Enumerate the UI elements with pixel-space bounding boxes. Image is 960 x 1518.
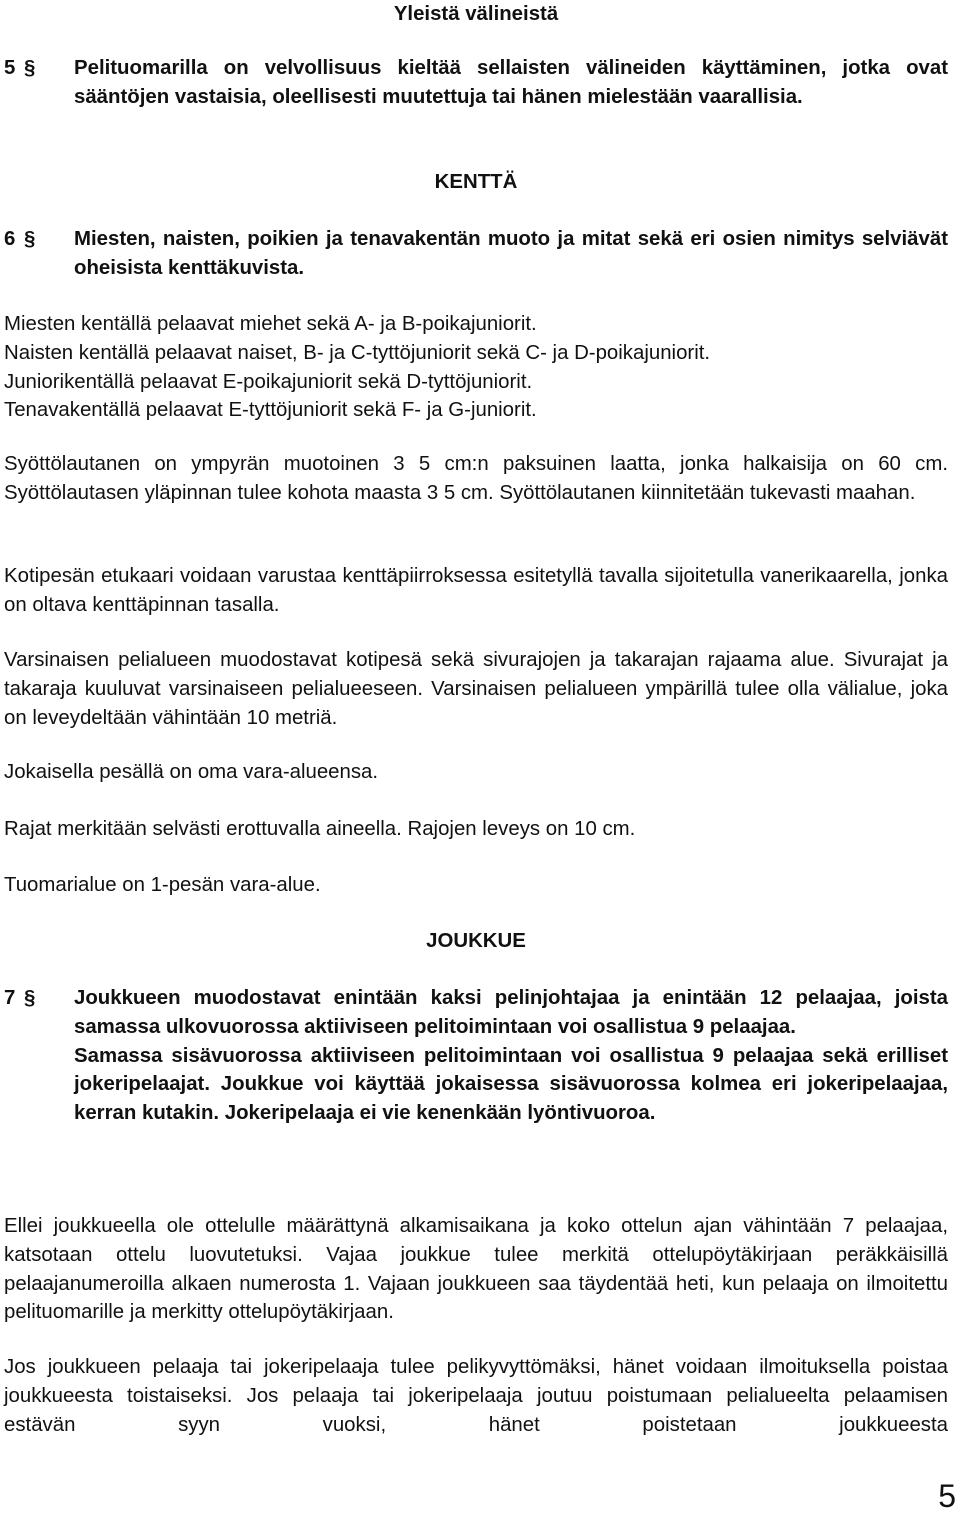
rule-5-text: Pelituomarilla on velvollisuus kieltää sellaisten välineiden käyttäminen, jotka ovat sääntöjen vastaisia, oleellisesti muutettuja tai hänen mielestään vaarallisia. xyxy=(74,57,948,108)
section-mark-icon: § xyxy=(24,228,36,250)
rule-7 xyxy=(4,984,948,1128)
rule-6-number xyxy=(4,225,35,254)
paragraph-minimum-players: Ellei joukkueella ole ottelulle määrättynä alkamisaikana ja koko ottelun ajan vähintään 7 pelaajaa, katsotaan ottelu luovutetuksi. Vajaa joukkue tulee merkitä ottelupöytäkirjaan peräkkäisillä pelaajanumeroilla alkaen numerosta 1. Vajaan joukkueen saa täydentää heti, kun pelaaja on ilmoitettu pelituomarille ja merkitty ottelupöytäkirjaan. xyxy=(4,1215,948,1324)
rule-number: 6 xyxy=(4,228,16,250)
field-line-women: Naisten kentällä pelaavat naiset, B- ja C-tyttöjuniorit sekä C- ja D-poikajuniorit. xyxy=(4,341,711,364)
paragraph-home-base-arc: Kotipesän etukaari voidaan varustaa kenttäpiirroksessa esitetyllä tavalla sijoitetulla vanerikaarella, jonka on oltava kenttäpinnan tasalla. xyxy=(4,565,948,616)
rule-number: 7 xyxy=(4,987,16,1009)
rule-number: 5 xyxy=(4,57,16,79)
field-line-junior: Juniorikentällä pelaavat E-poikajuniorit sekä D-tyttöjuniorit. xyxy=(4,370,533,393)
rule-7-text xyxy=(74,984,948,1128)
section-heading-field: KENTTÄ xyxy=(434,171,518,193)
rule-5-number xyxy=(4,54,35,83)
rule-7-number xyxy=(4,984,35,1013)
field-assignments xyxy=(4,310,948,425)
rule-6 xyxy=(4,225,948,283)
paragraph-home-plate: Syöttölautanen on ympyrän muotoinen 3 5 cm:n paksuinen laatta, jonka halkaisija on 60 cm. Syöttölautasen yläpinnan tulee kohota maasta 3 5 cm. Syöttölautanen kiinnitetään tukevasti maahan. xyxy=(4,453,948,504)
section-heading-team: JOUKKUE xyxy=(426,930,526,952)
rule-6-text: Miesten, naisten, poikien ja tenavakentän muoto ja mitat sekä eri osien nimitys selviävät oheisista kenttäkuvista. xyxy=(74,228,948,279)
rule-5 xyxy=(4,54,948,112)
field-line-men: Miesten kentällä pelaavat miehet sekä A- ja B-poikajuniorit. xyxy=(4,313,537,335)
field-line-kids: Tenavakentällä pelaavat E-tyttöjuniorit sekä F- ja G-juniorit. xyxy=(4,399,537,422)
paragraph-umpire-area: Tuomarialue on 1-pesän vara-alue. xyxy=(4,874,321,896)
section-mark-icon: § xyxy=(24,987,36,1009)
page-number: 5 xyxy=(938,1478,956,1514)
section-heading-general-equipment: Yleistä välineistä xyxy=(393,3,559,25)
paragraph-playing-area: Varsinaisen pelialueen muodostavat kotipesä sekä sivurajojen ja takarajan rajaama alue. Sivurajat ja takaraja kuuluvat varsinaiseen pelialueeseen. Varsinaisen pelialueen ympärillä tulee olla välialue, joka on leveydeltään vähintään 10 metriä. xyxy=(4,649,948,729)
rule-7-text-part-1: Joukkueen muodostavat enintään kaksi pelinjohtajaa ja enintään 12 pelaajaa, joista samassa ulkovuorossa aktiiviseen pelitoimintaan voi osallistua 9 pelaajaa. xyxy=(74,987,948,1038)
section-mark-icon: § xyxy=(24,57,36,79)
paragraph-spare-area: Jokaisella pesällä on oma vara-alueensa. xyxy=(4,761,379,783)
paragraph-player-removal: Jos joukkueen pelaaja tai jokeripelaaja tulee pelikyvyttömäksi, hänet voidaan ilmoituksella poistaa joukkueesta toistaiseksi. Jos pelaaja tai jokeripelaaja joutuu poistumaan pelialueelta pelaamisen estävän syyn vuoksi, hänet poistetaan joukkueesta xyxy=(4,1356,948,1436)
paragraph-lines: Rajat merkitään selvästi erottuvalla aineella. Rajojen leveys on 10 cm. xyxy=(4,818,636,840)
rule-7-text-part-2: Samassa sisävuorossa aktiiviseen pelitoimintaan voi osallistua 9 pelaajaa sekä erilliset jokeripelaajat. Joukkue voi käyttää jokaisessa sisävuorossa kolmea eri jokeripelaajaa, kerran kutakin. Jokeripelaaja ei vie kenenkään lyöntivuoroa. xyxy=(74,1044,948,1125)
